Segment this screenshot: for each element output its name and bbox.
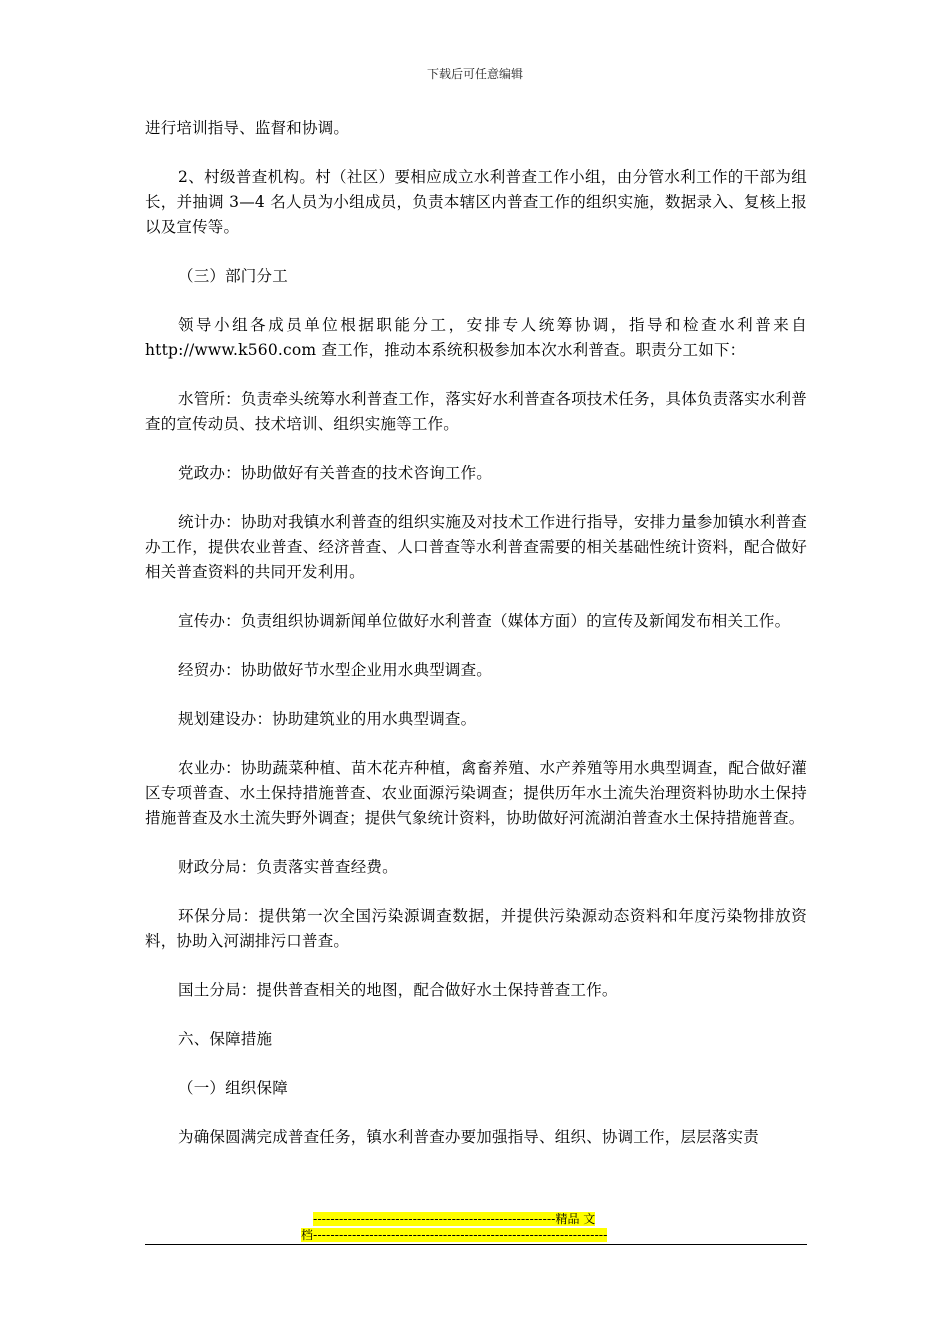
paragraph-land-bureau: 国土分局：提供普查相关的地图，配合做好水土保持普查工作。 — [178, 981, 618, 999]
document-body — [145, 116, 807, 1174]
paragraph-party-office: 党政办：协助做好有关普查的技术咨询工作。 — [178, 464, 493, 482]
footer-line-1 — [145, 1211, 807, 1227]
page-header: 下载后可任意编辑 — [426, 67, 523, 81]
section-heading-safeguards: 六、保障措施 — [178, 1030, 273, 1048]
paragraph-publicity-office: 宣传办：负责组织协调新闻单位做好水利普查（媒体方面）的宣传及新闻发布相关工作。 — [178, 612, 791, 630]
paragraph-organization-guarantee: 为确保圆满完成普查任务，镇水利普查办要加强指导、组织、协调工作，层层落实责 — [178, 1128, 759, 1146]
paragraph-finance-bureau: 财政分局：负责落实普查经费。 — [178, 858, 398, 876]
paragraph-statistics-office: 统计办：协助对我镇水利普查的组织实施及对技术工作进行指导，安排力量参加镇水利普查办工作，提供农业普查、经济普查、人口普查等水利普查需要的相关基础性统计资料，配合做好相关普查资料的共同开发利用。 — [145, 513, 807, 581]
paragraph-agriculture-office: 农业办：协助蔬菜种植、苗木花卉种植，禽畜养殖、水产养殖等用水典型调查，配合做好灌区专项普查、水土保持措施普查、农业面源污染调查；提供历年水土流失治理资料协助水土保持措施普查及水土流失野外调查；提供气象统计资料，协助做好河流湖泊普查水土保持措施普查。 — [145, 759, 807, 827]
paragraph-environment-bureau: 环保分局：提供第一次全国污染源调查数据，并提供污染源动态资料和年度污染物排放资料，协助入河湖排污口普查。 — [145, 907, 807, 950]
section-heading-organization: （一）组织保障 — [178, 1079, 288, 1097]
footer-highlight-2: 档-------------------------------------------------------------------- — [301, 1228, 608, 1242]
section-heading-division: （三）部门分工 — [178, 267, 288, 285]
paragraph-village-agency: 2、村级普查机构。村（社区）要相应成立水利普查工作小组，由分管水利工作的干部为组长，并抽调 3—4 名人员为小组成员，负责本辖区内普查工作的组织实施，数据录入、复核上报以及宣传等。 — [145, 168, 807, 236]
paragraph-training: 进行培训指导、监督和协调。 — [145, 119, 350, 137]
footer-line-2 — [145, 1227, 807, 1243]
paragraph-water-management: 水管所：负责牵头统筹水利普查工作，落实好水利普查各项技术任务，具体负责落实水利普查的宣传动员、技术培训、组织实施等工作。 — [145, 390, 807, 433]
paragraph-trade-office: 经贸办：协助做好节水型企业用水典型调查。 — [178, 661, 493, 679]
footer-divider — [145, 1244, 807, 1245]
page-footer — [145, 1211, 807, 1243]
paragraph-leading-group: 领导小组各成员单位根据职能分工，安排专人统筹协调，指导和检查水利普来自 http://www.k560.com 查工作，推动本系统积极参加本次水利普查。职责分工如下： — [145, 316, 807, 359]
footer-highlight-1: --------------------------------------------------------精品 文 — [313, 1212, 596, 1226]
paragraph-planning-office: 规划建设办：协助建筑业的用水典型调查。 — [178, 710, 477, 728]
